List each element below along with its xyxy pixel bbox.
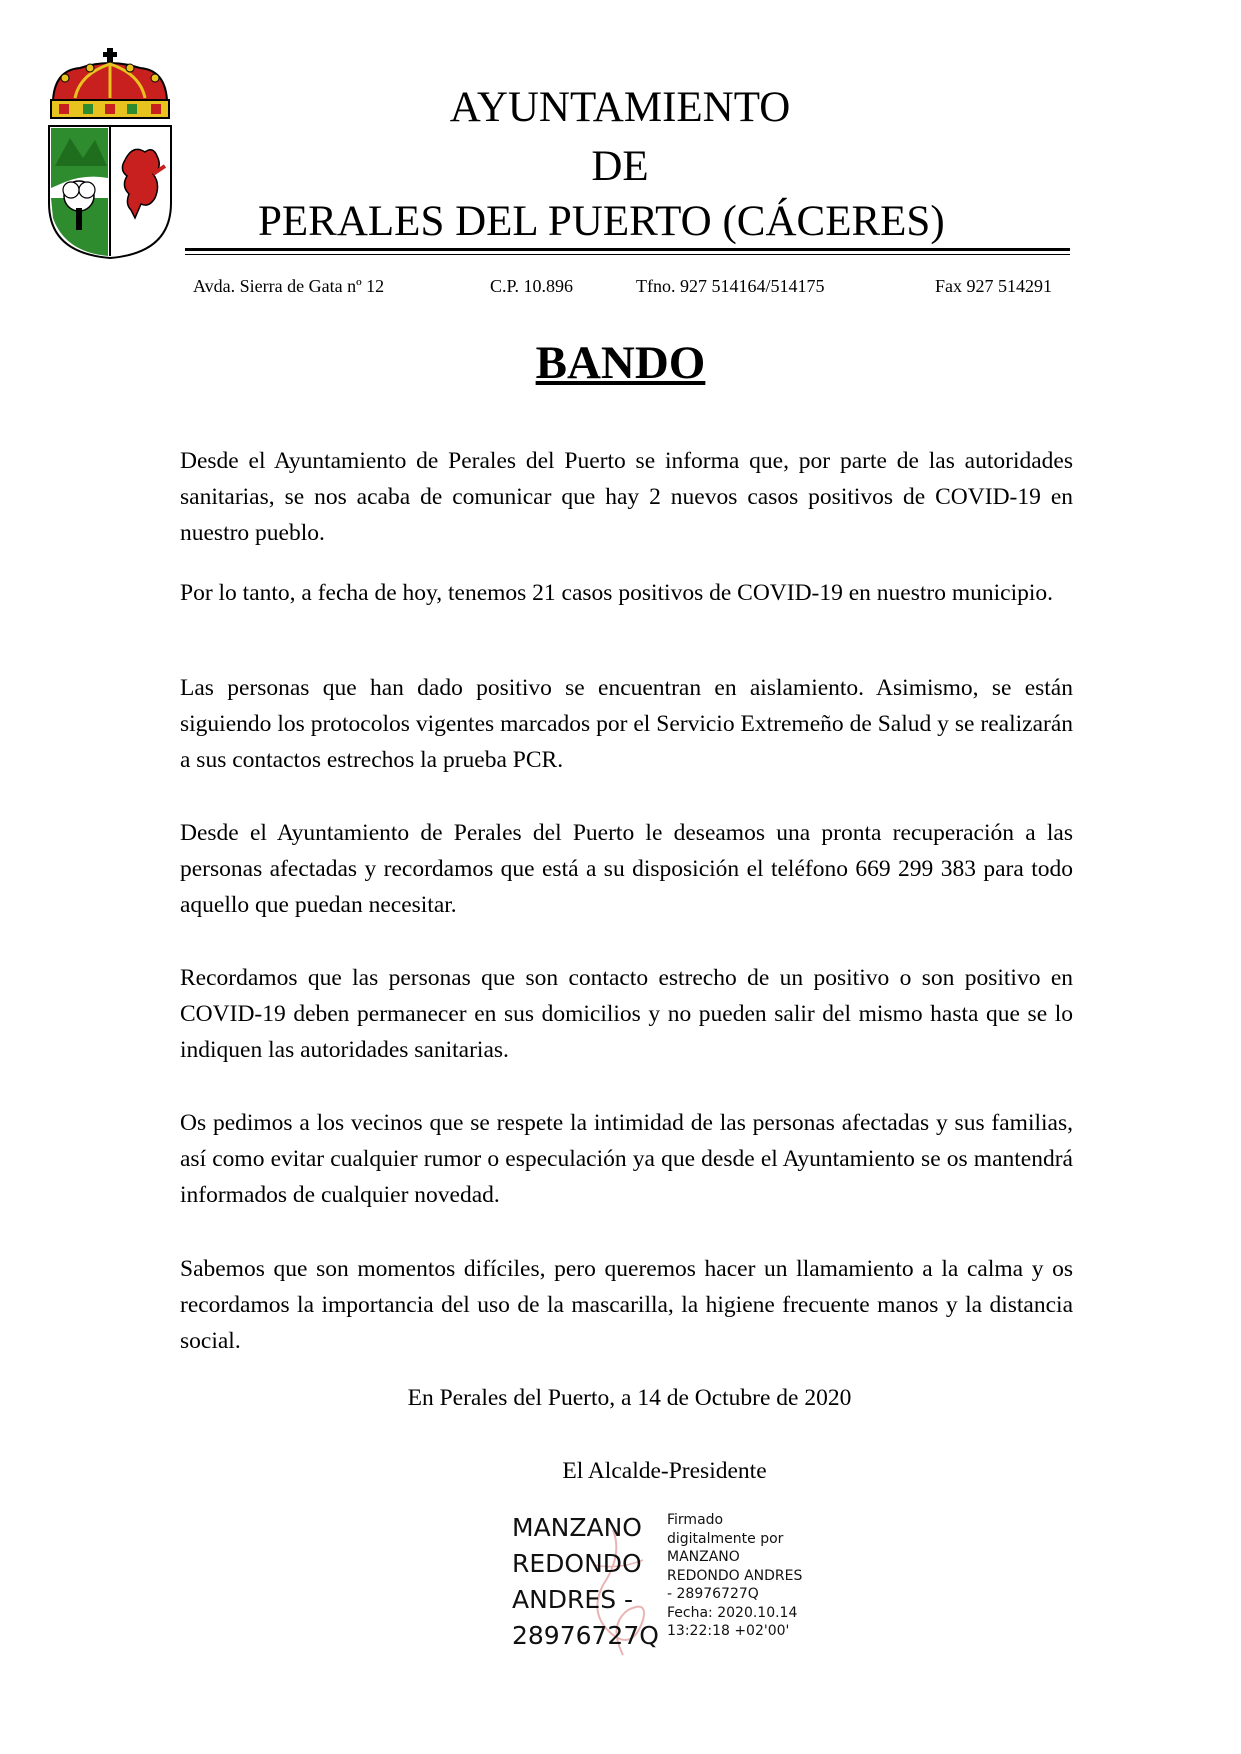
address-text: Avda. Sierra de Gata nº 12 [193, 276, 385, 296]
body-paragraph: Os pedimos a los vecinos que se respete la intimidad de las personas afectadas y sus familias, así como evitar cualquier rumor o especulación ya que desde el Ayuntamiento se os mantendrá informados de cualquier novedad. [180, 1110, 1073, 1208]
signer-name-line: 28976727Q [512, 1621, 659, 1650]
signer-name-line: MANZANO [512, 1513, 642, 1542]
signer-name-block [512, 1510, 659, 1654]
fax-text: Fax 927 514291 [935, 276, 1052, 296]
body-paragraph: Por lo tanto, a fecha de hoy, tenemos 21 casos positivos de COVID-19 en nuestro municipio. [180, 580, 1054, 606]
body-paragraph: Desde el Ayuntamiento de Perales del Puerto le deseamos una pronta recuperación a las personas afectadas y recordamos que está a su disposición el teléfono 669 299 383 para todo aquello que puedan necesitar. [180, 820, 1073, 918]
body-paragraph: Recordamos que las personas que son contacto estrecho de un positivo o son positivo en COVID-19 deben permanecer en sus domicilios y no pueden salir del mismo hasta que se lo indiquen las autoridades sanitarias. [180, 965, 1073, 1063]
phone-text: Tfno. 927 514164/514175 [636, 276, 825, 296]
signature-detail-line: Fecha: 2020.10.14 [667, 1604, 798, 1621]
header-rule-thin [185, 254, 1070, 255]
signature-detail-block [667, 1511, 802, 1641]
header-rule [185, 248, 1070, 251]
body-paragraph: Las personas que han dado positivo se encuentran en aislamiento. Asimismo, se están siguiendo los protocolos vigentes marcados por el Servicio Extremeño de Salud y se realizarán a sus contactos estrechos la prueba PCR. [180, 675, 1073, 773]
postal-code-text: C.P. 10.896 [490, 276, 574, 296]
signature-detail-line: Firmado [667, 1512, 724, 1528]
town-title: PERALES DEL PUERTO (CÁCERES) [258, 198, 945, 245]
signer-name-line: REDONDO [512, 1549, 642, 1578]
body-paragraph: Sabemos que son momentos difíciles, pero queremos hacer un llamamiento a la calma y os recordamos la importancia del uso de la mascarilla, la higiene frecuente manos y la distancia social. [180, 1256, 1073, 1354]
signer-role: El Alcalde-Presidente [562, 1458, 767, 1484]
council-title-de: DE [591, 143, 649, 190]
document-heading: BANDO [535, 337, 706, 389]
signature-detail-line: - 28976727Q [667, 1586, 759, 1602]
date-line: En Perales del Puerto, a 14 de Octubre de 2020 [407, 1385, 852, 1411]
signer-name-line: ANDRES - [512, 1585, 634, 1614]
signature-detail-line: MANZANO [667, 1549, 740, 1565]
council-title: AYUNTAMIENTO [449, 84, 791, 131]
signature-detail-line: REDONDO ANDRES [667, 1567, 803, 1584]
signature-detail-line: digitalmente por [667, 1530, 784, 1547]
signature-detail-line: 13:22:18 +02'00' [667, 1623, 790, 1639]
body-paragraph: Desde el Ayuntamiento de Perales del Puerto se informa que, por parte de las autoridades sanitarias, se nos acaba de comunicar que hay 2 nuevos casos positivos de COVID-19 en nuestro pueblo. [180, 448, 1073, 546]
